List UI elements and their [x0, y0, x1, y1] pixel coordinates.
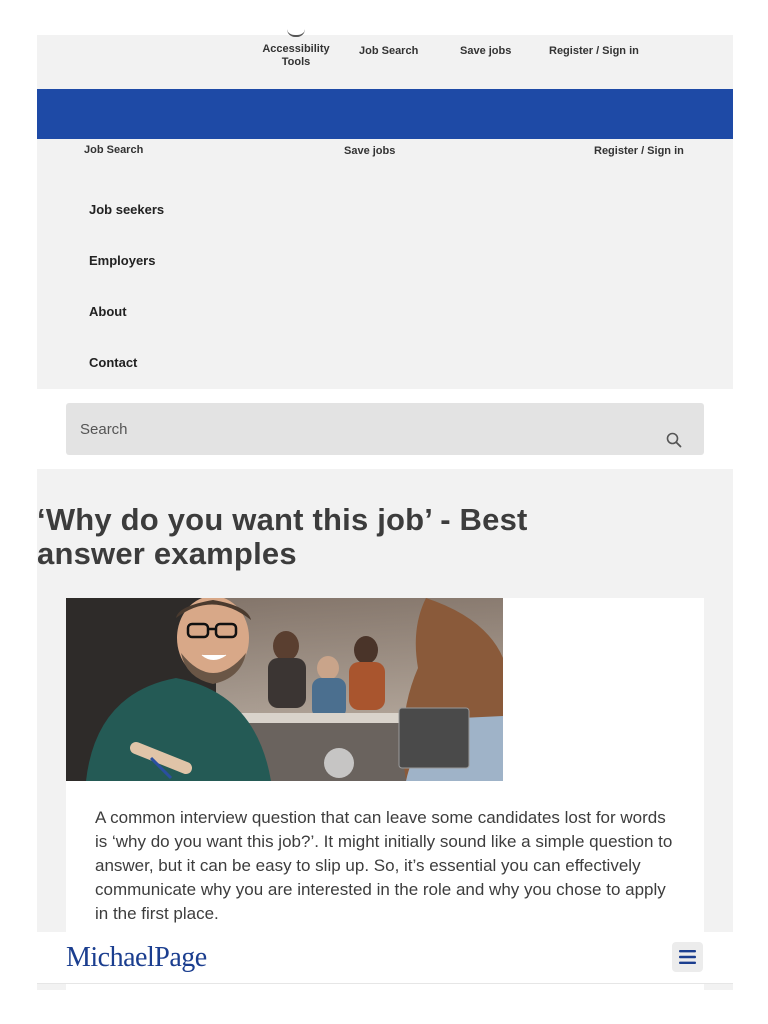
hamburger-menu-button[interactable] — [672, 942, 703, 972]
michael-page-logo[interactable] — [66, 942, 207, 974]
nav-item-contact[interactable]: Contact — [89, 355, 138, 370]
nav-register-sign-in-link[interactable]: Register / Sign in — [594, 145, 684, 157]
search-icon[interactable] — [666, 432, 682, 448]
nav-item-about[interactable]: About — [89, 304, 127, 319]
search-bar — [66, 403, 704, 455]
search-input[interactable] — [66, 403, 704, 455]
brand-bar — [37, 89, 733, 139]
nav-job-search-link[interactable]: Job Search — [84, 144, 144, 156]
save-jobs-link[interactable]: Save jobs — [460, 45, 512, 57]
job-search-link[interactable]: Job Search — [359, 45, 419, 57]
register-sign-in-link[interactable]: Register / Sign in — [549, 45, 639, 57]
article-hero-image — [66, 598, 503, 781]
nav-item-job-seekers[interactable]: Job seekers — [89, 202, 165, 217]
accessibility-tools-link[interactable]: Accessibility Tools — [262, 43, 330, 68]
logo-text-michael: Michael — [66, 942, 155, 973]
main-navigation — [37, 139, 733, 389]
nav-save-jobs-link[interactable]: Save jobs — [344, 145, 396, 157]
sticky-header-bar — [37, 932, 733, 984]
article-intro: A common interview question that can leave some candidates lost for words is ‘why do you want this job?’. It might initially sound like a simple question to answer, but it can be easy to slip up. So, it’s essential you can effectively communicate why you are interested in the role and why you chose to apply in the first place. — [95, 808, 673, 923]
top-utility-bar — [37, 35, 733, 89]
accessibility-icon[interactable] — [287, 29, 305, 37]
logo-text-page: Page — [154, 942, 207, 973]
article-title: ‘Why do you want this job’ - Best answer examples — [37, 502, 528, 571]
hamburger-menu-icon — [679, 950, 696, 964]
nav-item-employers[interactable]: Employers — [89, 253, 156, 268]
